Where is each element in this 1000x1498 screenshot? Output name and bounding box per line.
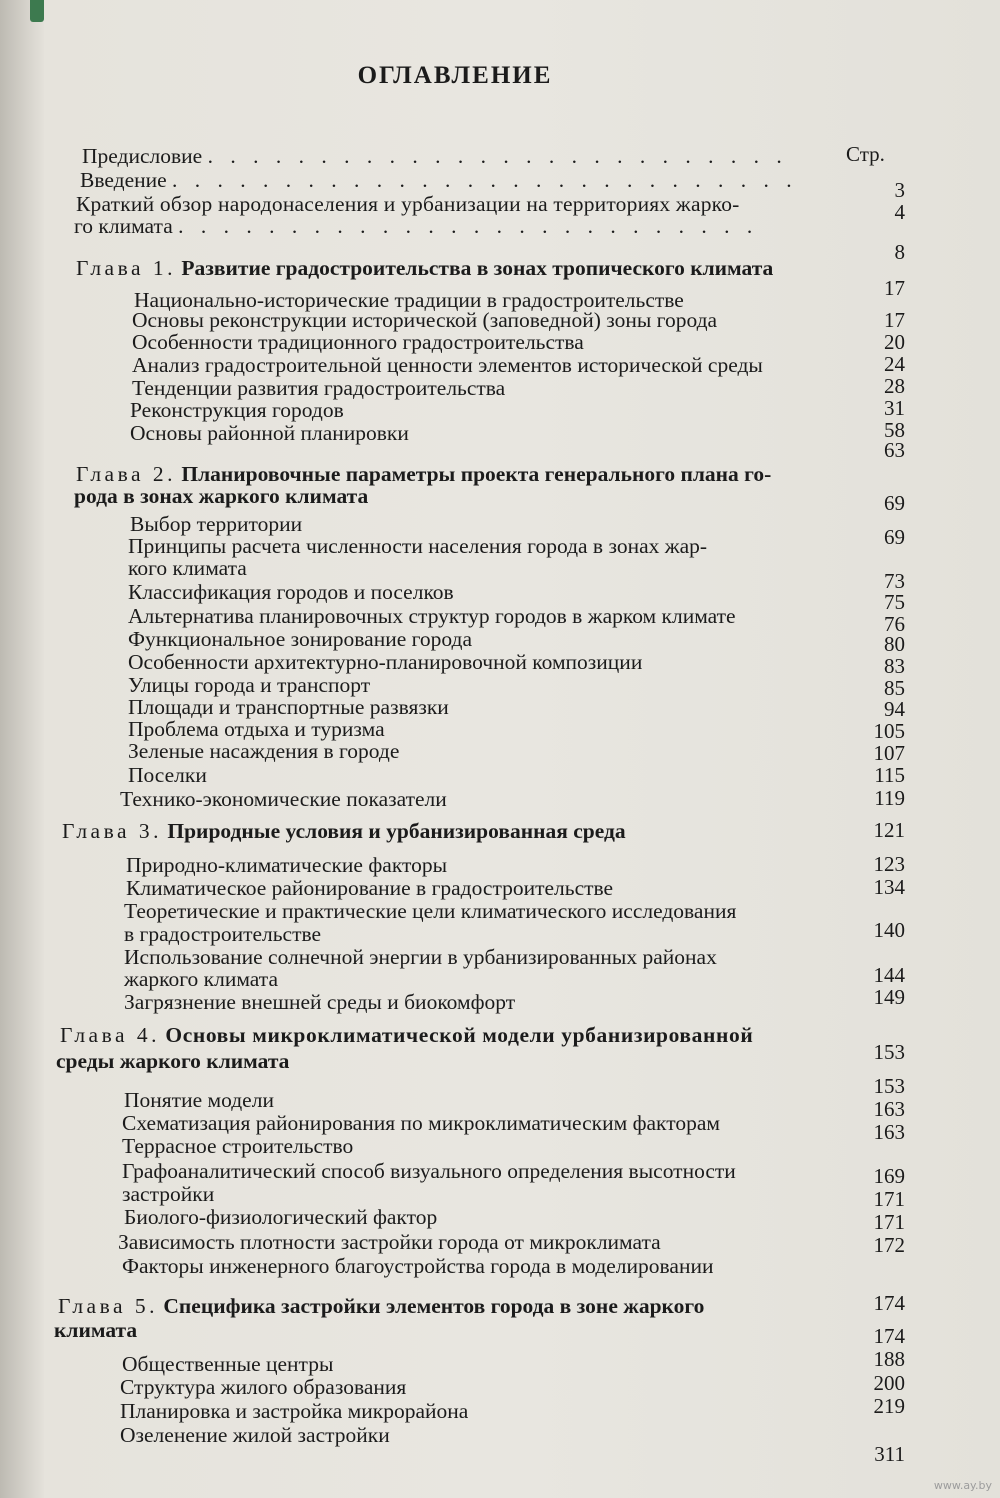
- toc-item: Анализ градостроительной ценности элементов исторической среды: [132, 353, 763, 377]
- page-number: 149: [873, 985, 905, 1009]
- page-number: 58: [884, 418, 905, 442]
- toc-entry-preface: Предисловие . . . . . . . . . . . . . . . . . . . . . . . . . .: [82, 144, 788, 168]
- page-number: 85: [884, 676, 905, 700]
- page-number: 171: [873, 1210, 905, 1234]
- toc-item: Общественные центры: [122, 1352, 334, 1376]
- page-number: 115: [874, 763, 905, 787]
- page-number: 28: [884, 374, 905, 398]
- chapter-2-heading: Глава 2. Планировочные параметры проекта генерального плана го-: [76, 462, 772, 486]
- page-number: 144: [873, 963, 905, 987]
- page-number: 134: [873, 875, 905, 899]
- toc-item: Особенности традиционного градостроительства: [132, 330, 584, 354]
- page-number: 31: [884, 396, 905, 420]
- toc-item: Озеленение жилой застройки: [120, 1423, 390, 1447]
- toc-item: Национально-исторические традиции в градостроительстве: [134, 288, 684, 312]
- page-number: 20: [884, 330, 905, 354]
- toc-item: Зависимость плотности застройки города от микроклимата: [118, 1230, 661, 1254]
- page-number: 8: [894, 240, 905, 264]
- page-number: 105: [873, 719, 905, 743]
- page-number: 69: [884, 525, 905, 549]
- toc-item: Понятие модели: [124, 1088, 274, 1112]
- toc-item: Климатическое районирование в градостроительстве: [126, 876, 614, 900]
- page-number: 69: [884, 491, 905, 515]
- toc-item: кого климата: [128, 556, 247, 580]
- toc-entry-overview-cont: го климата . . . . . . . . . . . . . . . . . . . . . . . . . .: [74, 214, 759, 238]
- toc-item: жаркого климата: [124, 967, 278, 991]
- toc-item: Поселки: [128, 763, 207, 787]
- toc-entry-introduction: Введение . . . . . . . . . . . . . . . . . . . . . . . . . . . .: [80, 168, 798, 192]
- chapter-2-heading-cont: рода в зонах жаркого климата: [74, 484, 369, 508]
- toc-item: Схематизация районирования по микроклиматическим факторам: [122, 1111, 720, 1135]
- toc-entry-overview: Краткий обзор народонаселения и урбанизации на территориях жарко-: [76, 192, 740, 216]
- chapter-4-heading-cont: среды жаркого климата: [56, 1049, 290, 1073]
- chapter-3-heading: Глава 3. Природные условия и урбанизированная среда: [62, 819, 626, 843]
- page-number: 83: [884, 654, 905, 678]
- page-number: 76: [884, 612, 905, 636]
- toc-item: Улицы города и транспорт: [128, 673, 371, 697]
- page-number: 163: [873, 1120, 905, 1144]
- toc-item: Графоаналитический способ визуального определения высотности: [122, 1159, 736, 1183]
- chapter-1-heading: Глава 1. Развитие градостроительства в зонах тропического климата: [76, 256, 774, 280]
- page-number: 63: [884, 438, 905, 462]
- toc-item: Выбор территории: [130, 512, 303, 536]
- toc-item: Проблема отдыха и туризма: [128, 717, 385, 741]
- toc-item: Зеленые насаждения в городе: [128, 739, 400, 763]
- page-number: 107: [873, 741, 905, 765]
- toc-item: Классификация городов и поселков: [128, 580, 454, 604]
- toc-item: Основы реконструкции исторической (заповедной) зоны города: [132, 308, 718, 332]
- toc-item: Функциональное зонирование города: [128, 627, 473, 651]
- page-number: 174: [873, 1291, 905, 1315]
- toc-item: Основы районной планировки: [130, 421, 409, 445]
- page-number: 24: [884, 352, 905, 376]
- toc-item: в градостроительстве: [124, 922, 322, 946]
- page-number: 94: [884, 697, 905, 721]
- chapter-4-heading: Глава 4. Основы микроклиматической модели урбанизированной: [60, 1023, 754, 1047]
- toc-item: Площади и транспортные развязки: [128, 695, 449, 719]
- page-number: 4: [894, 200, 905, 224]
- page-number: 171: [873, 1187, 905, 1211]
- toc-item: Теоретические и практические цели климатического исследования: [124, 899, 737, 923]
- toc-item: Загрязнение внешней среды и биокомфорт: [124, 990, 516, 1014]
- page-number: 153: [873, 1074, 905, 1098]
- folio-page-number: 311: [874, 1442, 905, 1466]
- page-number: 172: [873, 1233, 905, 1257]
- page-column-label: Стр.: [846, 142, 885, 166]
- toc-item: Использование солнечной энергии в урбанизированных районах: [124, 945, 717, 969]
- page-number: 123: [873, 852, 905, 876]
- toc-item: Структура жилого образования: [120, 1375, 407, 1399]
- toc-item: застройки: [122, 1182, 215, 1206]
- page-number: 80: [884, 632, 905, 656]
- page-number: 140: [873, 918, 905, 942]
- toc-item: Альтернатива планировочных структур городов в жарком климате: [128, 604, 736, 628]
- page-number: 188: [873, 1347, 905, 1371]
- page-number: 73: [884, 569, 905, 593]
- toc-item: Террасное строительство: [122, 1134, 354, 1158]
- toc-item: Тенденции развития градостроительства: [132, 376, 506, 400]
- page-number: 121: [873, 818, 905, 842]
- page-number: 174: [873, 1324, 905, 1348]
- page-number: 219: [873, 1394, 905, 1418]
- page-number: 200: [873, 1371, 905, 1395]
- toc-item: Природно-климатические факторы: [126, 853, 448, 877]
- toc-item: Факторы инженерного благоустройства города в моделировании: [122, 1254, 714, 1278]
- page-number: 17: [884, 308, 905, 332]
- page-number: 75: [884, 590, 905, 614]
- toc-item: Принципы расчета численности населения города в зонах жар-: [128, 534, 708, 558]
- site-watermark: www.ay.by: [933, 1479, 992, 1492]
- toc-item: Биолого-физиологический фактор: [124, 1205, 438, 1229]
- toc-item: Планировка и застройка микрорайона: [120, 1399, 469, 1423]
- page-number: 3: [894, 178, 905, 202]
- book-spine: [0, 0, 44, 1498]
- page-title: ОГЛАВЛЕНИЕ: [357, 62, 553, 89]
- bookmark-ribbon: [30, 0, 44, 22]
- toc-item: Реконструкция городов: [130, 398, 344, 422]
- page-number: 169: [873, 1164, 905, 1188]
- toc-item: Особенности архитектурно-планировочной композиции: [128, 650, 643, 674]
- chapter-5-heading: Глава 5. Специфика застройки элементов города в зоне жаркого: [58, 1294, 705, 1318]
- toc-item: Технико-экономические показатели: [120, 787, 447, 811]
- chapter-5-heading-cont: климата: [54, 1318, 138, 1342]
- page-number: 119: [874, 786, 905, 810]
- page-number: 163: [873, 1097, 905, 1121]
- page-number: 17: [884, 276, 905, 300]
- page-number: 153: [873, 1040, 905, 1064]
